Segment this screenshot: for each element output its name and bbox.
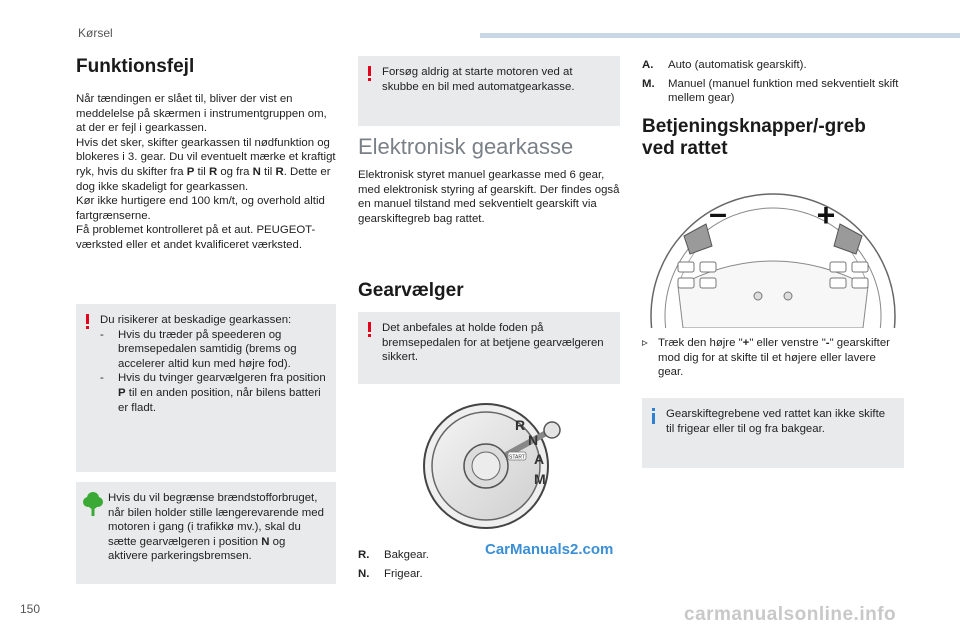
info-icon <box>652 408 656 424</box>
eco-tip-box: Hvis du vil begrænse brændstofforbruget, når bilen holder stille længerevarende med motoren i gang (i trafikkø mv.), skal du sætte gearvælgeren i position N og aktivere parkeringsbremsen. <box>76 482 336 584</box>
gear-selector-knob-illustration <box>410 392 570 532</box>
list-item: R. Bakgear. <box>358 549 429 561</box>
section-header: Kørsel <box>78 26 113 40</box>
knob-letter-r: R <box>515 417 526 433</box>
section-title-gearvaelger: Gearvælger <box>358 280 464 301</box>
list-item: A. Auto (automatisk gearskift). <box>642 59 807 71</box>
section-title-elektronisk-gearkasse: Elektronisk gearkasse <box>358 134 574 159</box>
list-item: - Hvis du tvinger gearvælgeren fra position P til en anden position, når bilens batteri er fladt. <box>100 372 326 414</box>
column-1 <box>76 56 338 253</box>
warning-box-foot-brake: Det anbefales at holde foden på bremsepedalen for at betjene gearvælgeren sikkert. <box>358 312 620 384</box>
warning-icon <box>86 314 90 329</box>
paddle-instruction <box>642 336 904 380</box>
knob-letter-n: N <box>528 432 539 448</box>
wheel-minus-label: – <box>709 195 727 231</box>
carmanuals-watermark: CarManuals2.com <box>485 541 614 558</box>
header-bar <box>480 33 960 38</box>
list-item: M. Manuel (manuel funktion med sekventielt skift mellem gear) <box>642 77 899 105</box>
section-title-betjeningsknapper: Betjeningsknapper/-greb ved rattet <box>642 116 866 159</box>
arrow-bullet-icon: ▹ <box>642 337 648 349</box>
gear-legend-col3 <box>642 58 904 110</box>
warning-icon <box>368 66 372 81</box>
steering-wheel-illustration <box>648 166 898 328</box>
list-item: N. Frigear. <box>358 567 423 580</box>
knob-start-label: START <box>509 454 525 461</box>
warning-icon <box>368 322 372 337</box>
list-item: ▹ Træk den højre "+" eller venstre "-" gearskifter mod dig for at skifte til et højere eller lavere gear. <box>642 337 890 379</box>
info-box-paddles: Gearskiftegrebene ved rattet kan ikke skifte til frigear eller til og fra bakgear. <box>642 398 904 468</box>
warning-box-gearbox-damage: Du risikerer at beskadige gearkassen: - Hvis du træder på speederen og bremsepedalen samtidig (brems og accelerer altid kun med højre fod). - Hvis du tvinger gearvælgeren fra position P til en anden position, når bilens batteri er fladt. <box>76 304 336 472</box>
body-text: Når tændingen er slået til, bliver der vist en meddelelse på skærmen i instrumentgruppen om, at der er fejl i gearkassen. Hvis det sker, skifter gearkassen til nødfunktion og blokeres i 3. gear. Du vil eventuelt mærke et kraftigt ryk, hvis du skifter fra P til R og fra N til R. Dette er dog ikke skadeligt for gearkassen. Kør ikke hurtigere end 100 km/t, og overhold altid fartgrænserne. Få problemet kontrolleret på et aut. PEUGEOT-værksted eller et andet kvalificeret værksted. <box>76 93 336 251</box>
warning-box-push-start: Forsøg aldrig at starte motoren ved at skubbe en bil med automatgearkasse. <box>358 56 620 126</box>
wheel-plus-label: + <box>816 197 836 233</box>
tree-icon <box>82 490 104 518</box>
site-watermark: carmanualsonline.info <box>684 604 897 625</box>
page-number: 150 <box>20 602 41 616</box>
knob-letter-a: A <box>534 451 545 467</box>
section-title-funktionsfejl: Funktionsfejl <box>76 56 195 77</box>
list-item: - Hvis du træder på speederen og bremsepedalen samtidig (brems og accelerer altid kun med højre fod). <box>100 328 297 370</box>
body-text: Elektronisk styret manuel gearkasse med 6 gear, med elektronisk styring af gearskift. Der findes også en manuel tilstand med sekventielt gearskift via gearskiftegreb bag rattet. <box>358 169 620 225</box>
knob-letter-m: M <box>534 471 546 487</box>
